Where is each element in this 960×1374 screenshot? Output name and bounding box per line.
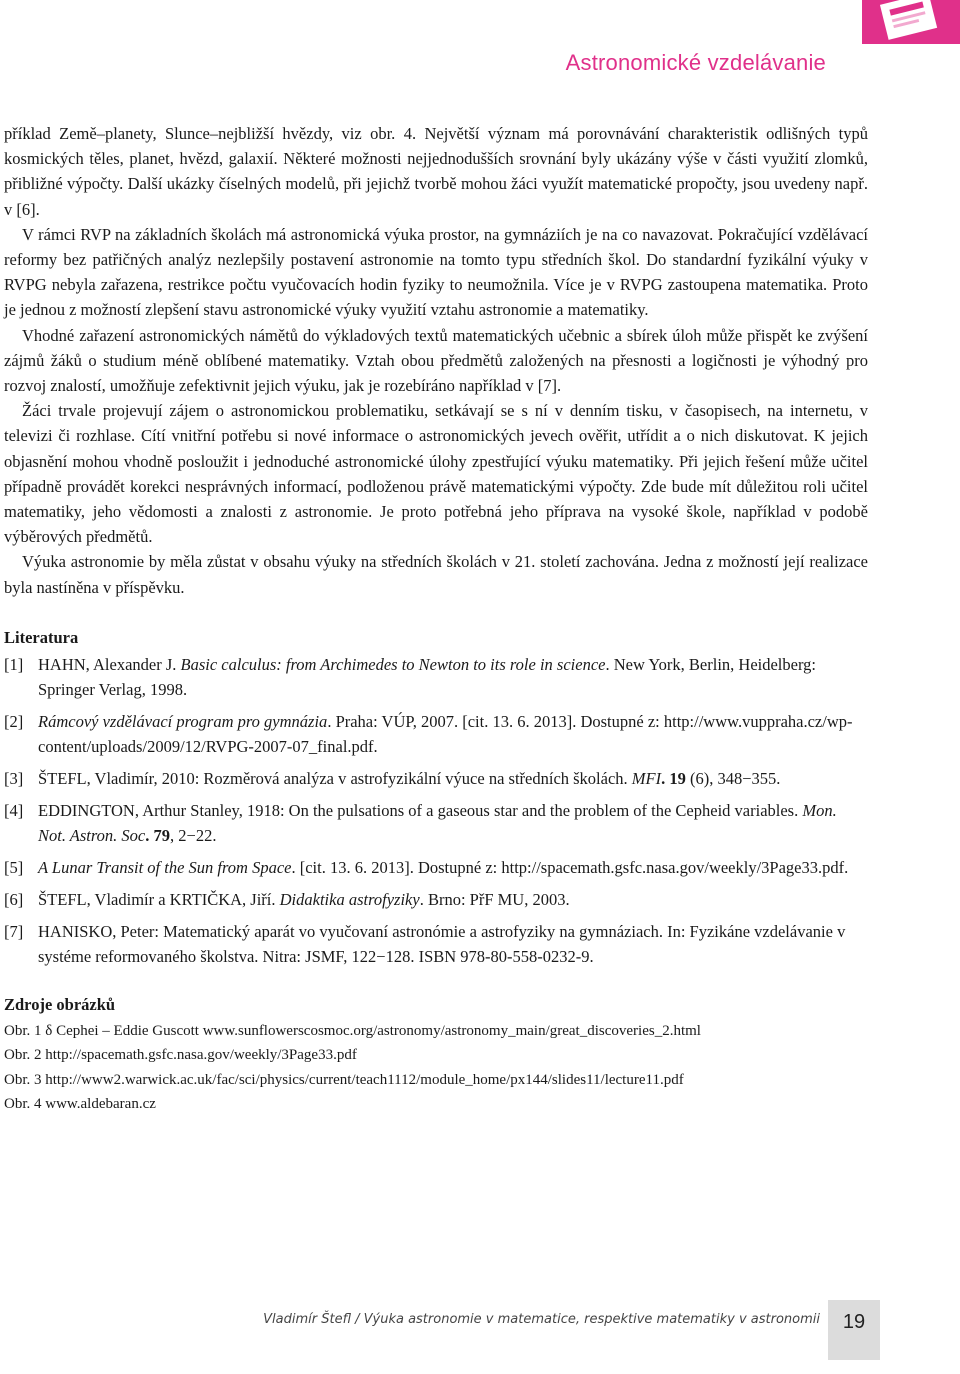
reference-text: EDDINGTON, Arthur Stanley, 1918: On the pulsations of a gaseous star and the problem of the Cepheid variables. Mon. Not. Astron. Soc. 79, 2−22. xyxy=(38,800,837,845)
reference-text: A Lunar Transit of the Sun from Space. [cit. 13. 6. 2013]. Dostupné z: http://spacemath.gsfc.nasa.gov/weekly/3Page33.pdf. xyxy=(38,857,849,877)
magazine-cover-icon xyxy=(862,0,960,44)
paragraph: Vhodné zařazení astronomických námětů do výkladových textů matematických učebnic a sbírek úloh může přispět ke zvýšení zájmů žáků o studium méně oblíbené matematiky. Vztah obou předmětů založených na přesnosti a logičnosti je výhodný pro rozvoj znalostí, umožňuje zefektivnit jejich výuku, jak je rozebíráno například v [7]. xyxy=(4,325,868,396)
figure-source: Obr. 1 δ Cephei – Eddie Guscott www.sunflowerscosmoc.org/astronomy/astronomy_main/great_discoveries_2.html xyxy=(4,1022,701,1039)
reference-number: [2] xyxy=(4,711,24,731)
literature-heading: Literatura xyxy=(4,627,79,647)
reference-item xyxy=(4,709,868,759)
reference-number: [4] xyxy=(4,800,24,820)
reference-number: [7] xyxy=(4,921,24,941)
reference-text: ŠTEFL, Vladimír a KRTIČKA, Jiří. Didaktika astrofyziky. Brno: PřF MU, 2003. xyxy=(38,889,570,909)
reference-item xyxy=(4,766,868,791)
sources-heading: Zdroje obrázků xyxy=(4,994,116,1014)
figure-source: Obr. 2 http://spacemath.gsfc.nasa.gov/weekly/3Page33.pdf xyxy=(4,1047,357,1064)
article-body xyxy=(4,121,868,1117)
reference-text: HAHN, Alexander J. Basic calculus: from Archimedes to Newton to its role in science. New York, Berlin, Heidelberg: Springer Verlag, 1998. xyxy=(38,654,816,699)
reference-number: [3] xyxy=(4,768,24,788)
reference-number: [1] xyxy=(4,654,24,674)
paragraph: V rámci RVP na základních školách má astronomická výuka prostor, na gymnáziích je na co navazovat. Pokračující vzdělávací reformy bez patřičných analýz nezlepšily postavení astronomie na tomto typu středních škol. Do standardní fyzikální výuky v RVPG nebyla zařazena, restrikce počtu vyučovacích hodin fyziky to neumožnila. Více je v RVPG zastoupena matematika. Proto je jednou z možností zlepšení stavu astronomické výuky využití vztahu astronomie a matematiky. xyxy=(4,224,868,320)
reference-number: [6] xyxy=(4,889,24,909)
reference-item xyxy=(4,855,868,880)
reference-number: [5] xyxy=(4,857,24,877)
paragraph: Výuka astronomie by měla zůstat v obsahu výuky na středních školách v 21. století zachována. Jedna z možností její realizace byla nastíněna v příspěvku. xyxy=(4,552,868,597)
page-number: 19 xyxy=(842,1311,866,1333)
reference-item xyxy=(4,887,868,912)
reference-item xyxy=(4,798,868,848)
section-title: Astronomické vzdelávanie xyxy=(565,50,826,75)
reference-item xyxy=(4,919,868,969)
reference-text: Rámcový vzdělávací program pro gymnázia. Praha: VÚP, 2007. [cit. 13. 6. 2013]. Dostupné z: http://www.vuppraha.cz/wp-content/uploads/2009/12/RVPG-2007-07_final.pdf. xyxy=(38,711,853,756)
reference-text: HANISKO, Peter: Matematický aparát vo vyučovaní astronómie a astrofyziky na gymnáziach. In: Fyzikáne vzdelávanie v systéme reformovaného školstva. Nitra: JSMF, 122−128. ISBN 978-80-558-0232-9. xyxy=(38,921,846,966)
reference-list xyxy=(4,652,868,969)
paragraph: Žáci trvale projevují zájem o astronomickou problematiku, setkávají se s ní v denním tisku, v časopisech, na internetu, v televizi či rozhlase. Cítí vnitřní potřebu si nové informace o astronomických jevech ověřit, utřídit a o nich diskutovat. K jejich objasnění mohou vhodně posloužit i jednoduché astronomické úlohy zpestřující výuku matematiky. Při jejich řešení může učitel případně provádět korekci nesprávných informací, podloženou právě matematickými výpočty. Zde bude mít důležitou roli učitel matematiky, jeho vědomosti a znalosti z astronomie. Je proto potřebná jeho příprava na vysoké škole, například v podobě výběrových předmětů. xyxy=(4,401,868,547)
figure-source: Obr. 4 www.aldebaran.cz xyxy=(4,1096,156,1113)
reference-text: ŠTEFL, Vladimír, 2010: Rozměrová analýza v astrofyzikální výuce na středních školách. MFI. 19 (6), 348−355. xyxy=(38,768,781,788)
figure-source: Obr. 3 http://www2.warwick.ac.uk/fac/sci/physics/current/teach1112/module_home/px144/slides11/lecture11.pdf xyxy=(4,1071,684,1088)
paragraph: příklad Země–planety, Slunce–nejbližší hvězdy, viz obr. 4. Největší význam má porovnávání charakteristik odlišných typů kosmických těles, planet, hvězd, galaxií. Některé možnosti nejjednodušších srovnání byly ukázány výše v části využití zlomků, přibližné výpočty. Další ukázky číselných modelů, při jejichž tvorbě mohou žáci využít matematické propočty, jsou uvedeny např. v [6]. xyxy=(4,124,868,219)
reference-item xyxy=(4,652,868,702)
footer-author-title: Vladimír Štefl / Výuka astronomie v matematice, respektive matematiky v astronomii xyxy=(263,1312,820,1327)
